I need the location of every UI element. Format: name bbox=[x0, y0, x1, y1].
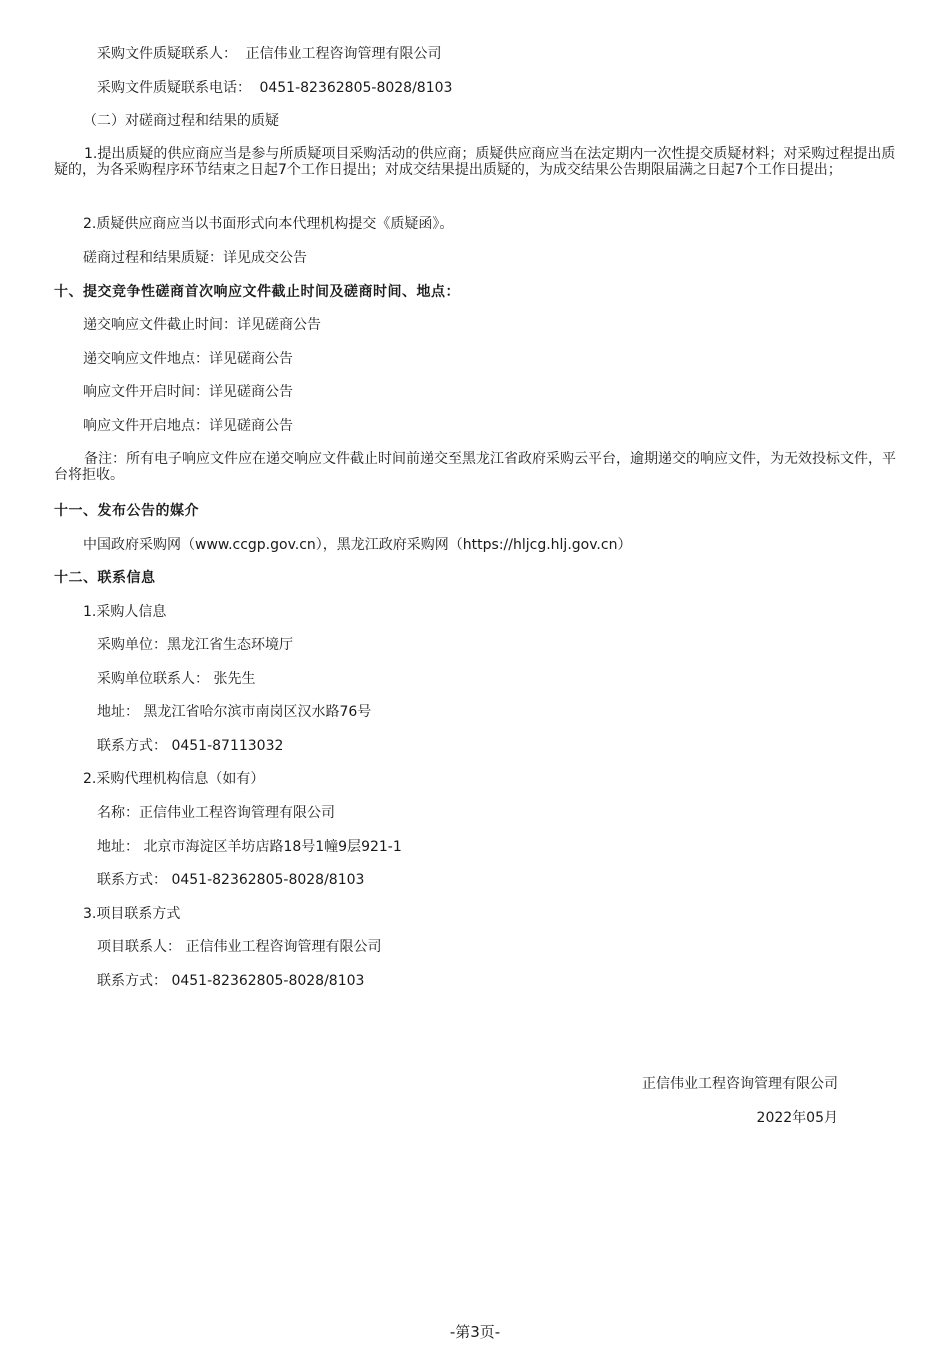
section-ten-open-place: 响应文件开启地点：详见磋商公告 bbox=[83, 418, 293, 434]
section-ten-note: 备注：所有电子响应文件应在递交响应文件截止时间前递交至黑龙江省政府采购云平台，逾期递交的响应文件，为无效投标文件，平台将拒收。 bbox=[54, 451, 896, 483]
doubt-contact-phone bbox=[97, 79, 452, 97]
doubt-contact-phone-label: 采购文件质疑联系电话： bbox=[97, 80, 251, 96]
signature-company: 正信伟业工程咨询管理有限公司 bbox=[642, 1076, 838, 1092]
section-ten-location: 递交响应文件地点：详见磋商公告 bbox=[83, 351, 293, 367]
project-contact: 项目联系人： 正信伟业工程咨询管理有限公司 bbox=[97, 939, 382, 955]
section-eleven-media: 中国政府采购网（www.ccgp.gov.cn），黑龙江政府采购网（https://hljcg.hlj.gov.cn） bbox=[83, 537, 632, 553]
doubt-contact-person bbox=[97, 45, 441, 63]
doubt-contact-person-label: 采购文件质疑联系人： bbox=[97, 46, 237, 62]
purchaser-address: 地址： 黑龙江省哈尔滨市南岗区汉水路76号 bbox=[97, 704, 372, 720]
section-two-result: 磋商过程和结果质疑：详见成交公告 bbox=[83, 250, 307, 266]
purchaser-contact: 采购单位联系人： 张先生 bbox=[97, 671, 256, 687]
section-eleven-heading: 十一、发布公告的媒介 bbox=[54, 503, 199, 519]
doubt-contact-person-value: 正信伟业工程咨询管理有限公司 bbox=[245, 46, 442, 62]
section-two-item1: 1.提出质疑的供应商应当是参与所质疑项目采购活动的供应商；质疑供应商应当在法定期内一次性提交质疑材料；对采购过程提出质疑的，为各采购程序环节结束之日起7个工作日提出；对成交结果提出质疑的，为成交结果公告期限届满之日起7个工作日提出； bbox=[54, 146, 896, 178]
agency-phone: 联系方式： 0451-82362805-8028/8103 bbox=[97, 872, 365, 888]
section-twelve-heading: 十二、联系信息 bbox=[54, 570, 156, 586]
section-two-item2: 2.质疑供应商应当以书面形式向本代理机构提交《质疑函》。 bbox=[83, 216, 454, 232]
section-ten-open-time: 响应文件开启时间：详见磋商公告 bbox=[83, 384, 293, 400]
section-two-heading: （二）对磋商过程和结果的质疑 bbox=[83, 113, 279, 129]
section-ten-deadline: 递交响应文件截止时间：详见磋商公告 bbox=[83, 317, 321, 333]
agency-title: 2.采购代理机构信息（如有） bbox=[83, 771, 265, 787]
project-title: 3.项目联系方式 bbox=[83, 906, 181, 922]
agency-name: 名称：正信伟业工程咨询管理有限公司 bbox=[97, 805, 335, 821]
page-number: -第3页- bbox=[449, 1323, 501, 1341]
purchaser-unit: 采购单位：黑龙江省生态环境厅 bbox=[97, 637, 293, 653]
section-ten-heading: 十、提交竞争性磋商首次响应文件截止时间及磋商时间、地点： bbox=[54, 284, 460, 300]
purchaser-title: 1.采购人信息 bbox=[83, 604, 167, 620]
purchaser-phone: 联系方式： 0451-87113032 bbox=[97, 738, 284, 754]
project-phone: 联系方式： 0451-82362805-8028/8103 bbox=[97, 973, 365, 989]
signature-date: 2022年05月 bbox=[756, 1110, 838, 1126]
doubt-contact-phone-value: 0451-82362805-8028/8103 bbox=[259, 80, 453, 96]
agency-address: 地址： 北京市海淀区羊坊店路18号1幢9层921-1 bbox=[97, 839, 402, 855]
